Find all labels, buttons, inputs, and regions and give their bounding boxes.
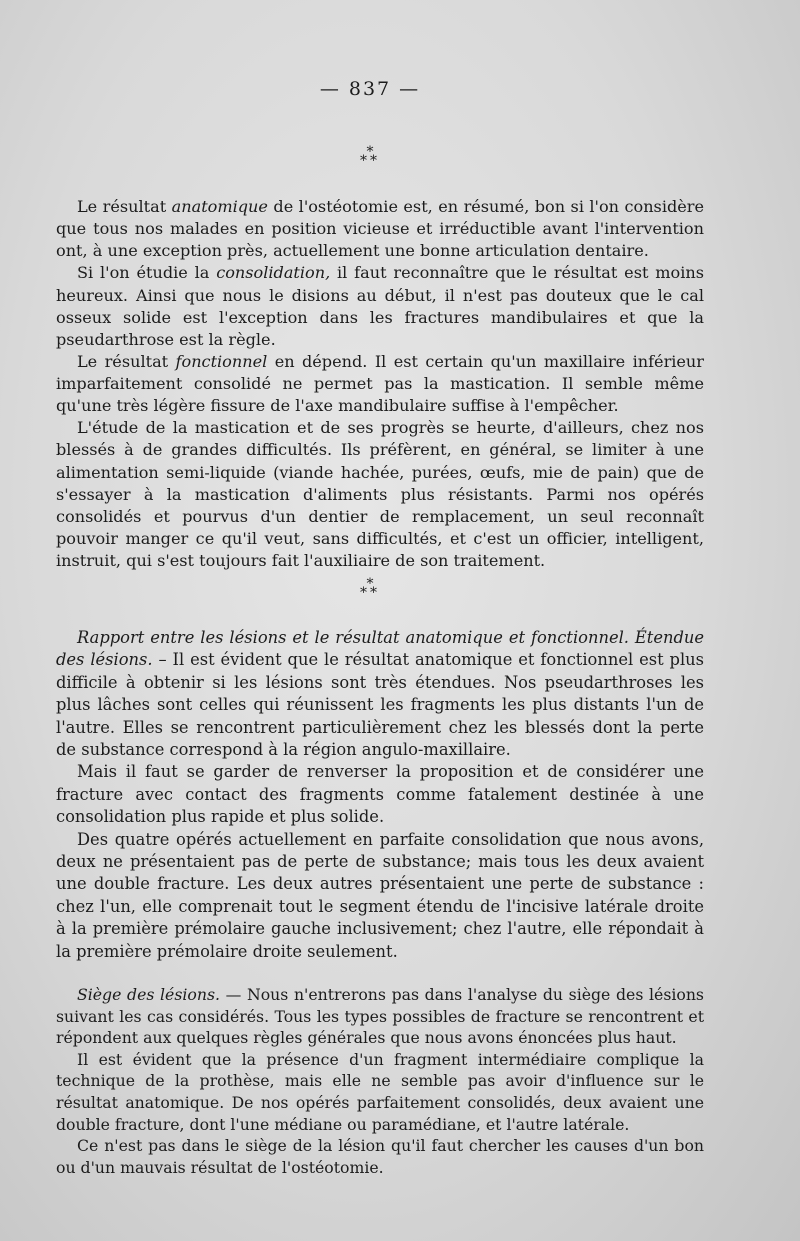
- siege-section: [56, 984, 704, 1178]
- separator-star: *: [366, 144, 374, 160]
- paragraph: Le résultat fonctionnel en dépend. Il est certain qu'un maxillaire inférieur imparfaitement consolidé ne permet pas la mastication. Il semble même qu'une très légère fissure de l'axe mandibulaire suffise à l'empêcher.: [56, 351, 704, 416]
- separator-star: *: [370, 153, 380, 169]
- paragraph: Le résultat anatomique de l'ostéotomie est, en résumé, bon si l'on considère que tous nos malades en position vicieuse et irréductible avant l'intervention ont, à une exception près, actuellement une bonne articulation dentaire.: [56, 197, 705, 261]
- paragraph: Il est évident que la présence d'un fragment intermédiaire complique la technique de la prothèse, mais elle ne semble pas avoir d'influence sur le résultat anatomique. De nos opérés parfaitement consolidés, deux avaient une double fracture, dont l'une médiane ou paramédiane, et l'autre latérale.: [56, 1049, 704, 1134]
- paragraph: Ce n'est pas dans le siège de la lésion qu'il faut chercher les causes d'un bon ou d'un mauvais résultat de l'ostéotomie.: [56, 1136, 704, 1177]
- separator-star: *: [360, 585, 370, 601]
- separator-star: *: [370, 585, 380, 601]
- separator-star: *: [366, 576, 374, 592]
- separator-star: *: [360, 153, 370, 169]
- section-separator: [0, 144, 740, 169]
- paragraph: L'étude de la mastication et de ses progrès se heurte, d'ailleurs, chez nos blessés à de grandes difficultés. Ils préfèrent, en général, se limiter à une alimentation semi-liquide (viande hachée, purées, œufs, mie de pain) que de s'essayer à la mastication d'aliments plus résistants. Parmi nos opérés consolidés et pourvus d'un dentier de remplacement, un seul reconnaît pouvoir manger ce qu'il veut, sans difficultés, et c'est un officier, intelligent, instruit, qui s'est toujours fait l'auxiliaire de son traitement.: [56, 418, 704, 570]
- paragraph: Siège des lésions. — Nous n'entrerons pas dans l'analyse du siège des lésions suivant les cas considérés. Tous les types possibles de fracture se rencontrent et répondent aux quelques règles générales que nous avons énoncées plus haut.: [56, 985, 704, 1048]
- paragraph: Des quatre opérés actuellement en parfaite consolidation que nous avons, deux ne présentaient pas de perte de substance; mais tous les deux avaient une double fracture. Les deux autres présentaient une perte de substance : chez l'un, elle comprenait tout le segment étendu de l'incisive latérale droite à la première prémolaire gauche inclusivement; chez l'autre, elle répondait à la première prémolaire droite seulement.: [56, 829, 704, 961]
- rapport-section: [56, 627, 704, 963]
- paragraph: Rapport entre les lésions et le résultat anatomique et fonctionnel. Étendue des lésions. – Il est évident que le résultat anatomique et fonctionnel est plus difficile à obtenir si les lésions sont très étendues. Nos pseudarthroses les plus lâches sont celles qui réunissent les fragments les plus distants l'un de l'autre. Elles se rencontrent particulièrement chez les blessés dont la perte de substance correspond à la région angulo-maxillaire.: [56, 628, 705, 760]
- paragraph: Mais il faut se garder de renverser la proposition et de considérer une fracture avec contact des fragments comme fatalement destinée à une consolidation plus rapide et plus solide.: [56, 762, 704, 827]
- intro-section: [56, 196, 704, 572]
- page-number: — 837 —: [319, 78, 421, 100]
- section-separator: [0, 576, 740, 601]
- paragraph: Si l'on étudie la consolidation, il faut reconnaître que le résultat est moins heureux. Ainsi que nous le disions au début, il n'est pas douteux que le cal osseux solide est l'exception dans les fractures mandibulaires et que la pseudarthrose est la règle.: [56, 263, 704, 349]
